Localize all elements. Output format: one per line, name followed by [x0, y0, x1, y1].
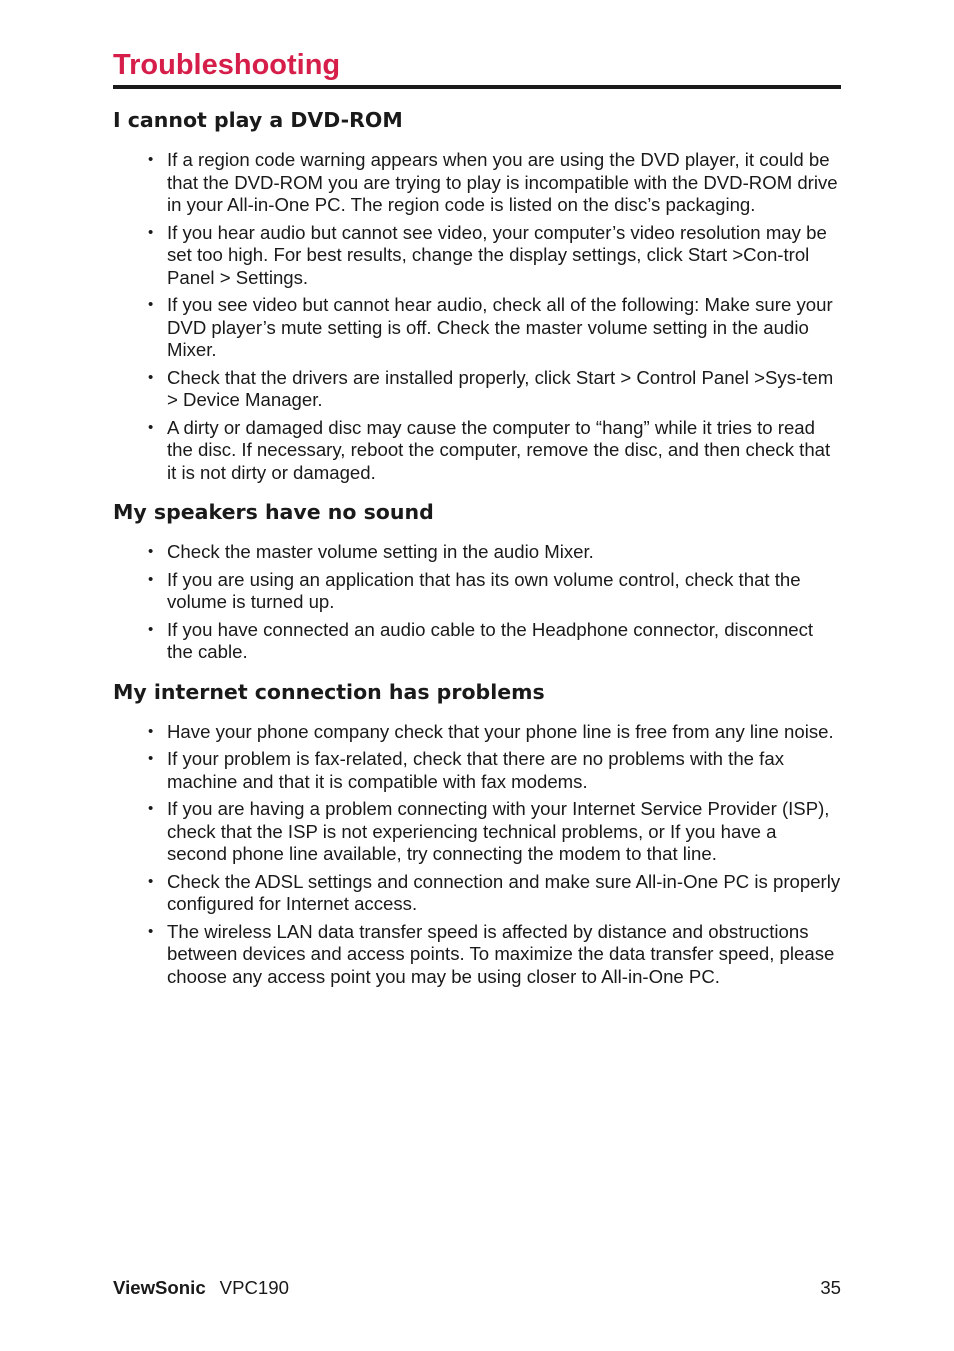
list-item-text: A dirty or damaged disc may cause the computer to “hang” while it tries to read the disc. If necessary, reboot the computer, remove the disc, and then check that it is not dirty or damaged. — [167, 416, 831, 483]
list-item — [113, 798, 841, 866]
list-item-text: Have your phone company check that your phone line is free from any line noise. — [167, 720, 834, 742]
list-item-text: If you are having a problem connecting with your Internet Service Provider (ISP), check that the ISP is not experiencing technical problems, or If you have a second phone line available, try connecting the modem to that line. — [167, 798, 830, 864]
footer-model: VPC190 — [219, 1277, 289, 1298]
list-item — [113, 721, 841, 744]
section-speakers — [113, 496, 841, 664]
list-item — [113, 294, 841, 362]
list-item — [113, 748, 841, 793]
bullet-icon: • — [148, 418, 154, 436]
bullet-list — [113, 721, 841, 989]
bullet-icon: • — [148, 296, 154, 313]
page-footer — [113, 1276, 841, 1300]
section-heading: My speakers have no sound — [113, 500, 434, 524]
list-item-text: If your problem is fax-related, check that there are no problems with the fax machine and that it is compatible with fax modems. — [167, 748, 784, 792]
list-item-text: If you are using an application that has its own volume control, check that the volume is turned up. — [167, 568, 801, 612]
bullet-icon: • — [148, 872, 154, 890]
bullet-icon: • — [148, 922, 154, 940]
list-item-text: If you have connected an audio cable to the Headphone connector, disconnect the cable. — [167, 618, 814, 662]
page-number: 35 — [820, 1277, 841, 1298]
bullet-icon: • — [148, 722, 154, 740]
list-item — [113, 569, 841, 614]
page-title: Troubleshooting — [113, 49, 341, 81]
section-internet — [113, 676, 841, 989]
main-content — [113, 104, 841, 1000]
list-item-text: If a region code warning appears when you are using the DVD player, it could be that the DVD-ROM you are trying to play is incompatible with the DVD-ROM drive in your All-in-One PC. The region code is listed on the disc’s packaging. — [167, 149, 838, 215]
bullet-icon: • — [148, 800, 154, 817]
list-item — [113, 367, 841, 412]
list-item-text: If you hear audio but cannot see video, your computer’s video resolution may be set too high. For best results, change the display settings, click Start >Con-trol Panel > Settings. — [167, 221, 827, 288]
list-item — [113, 222, 841, 290]
section-dvd-rom — [113, 104, 841, 484]
list-item-text: If you see video but cannot hear audio, check all of the following: Make sure your DVD player’s mute setting is off. Check the master volume setting in the audio Mixer. — [167, 294, 833, 360]
bullet-icon: • — [148, 543, 154, 560]
bullet-icon: • — [148, 620, 154, 638]
bullet-icon: • — [148, 750, 154, 767]
bullet-list — [113, 541, 841, 664]
section-heading: My internet connection has problems — [113, 679, 545, 704]
list-item — [113, 149, 841, 217]
bullet-icon: • — [148, 368, 154, 386]
title-rule — [113, 85, 841, 89]
list-item — [113, 541, 841, 564]
list-item — [113, 619, 841, 664]
list-item — [113, 921, 841, 989]
list-item-text: The wireless LAN data transfer speed is affected by distance and obstructions between devices and access points. To maximize the data transfer speed, please choose any access point you may be using closer to All-in-One PC. — [167, 920, 835, 987]
bullet-icon: • — [148, 223, 154, 241]
bullet-icon: • — [148, 570, 154, 588]
bullet-icon: • — [148, 151, 154, 168]
section-heading: I cannot play a DVD-ROM — [113, 108, 403, 132]
bullet-list — [113, 149, 841, 484]
list-item-text: Check the master volume setting in the audio Mixer. — [167, 541, 594, 562]
footer-brand: ViewSonic — [113, 1277, 206, 1298]
list-item — [113, 417, 841, 485]
list-item-text: Check the ADSL settings and connection and make sure All-in-One PC is properly configured for Internet access. — [167, 870, 841, 914]
list-item — [113, 871, 841, 916]
list-item-text: Check that the drivers are installed properly, click Start > Control Panel >Sys-tem > Device Manager. — [167, 366, 834, 410]
